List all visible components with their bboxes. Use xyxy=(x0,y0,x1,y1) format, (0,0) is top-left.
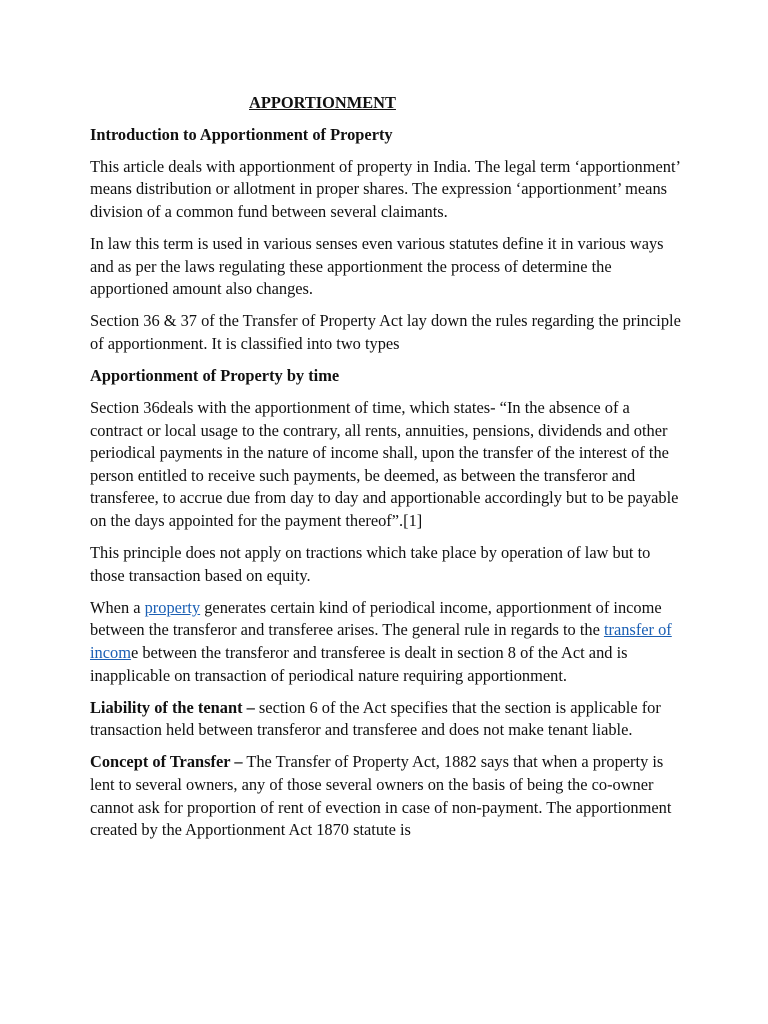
intro-heading: Introduction to Apportionment of Property xyxy=(90,124,393,144)
paragraph-section-36: Section 36deals with the apportionment of time, which states- “In the absence of a contract or local usage to the contrary, all rents, annuities, pensions, dividends and other periodical payments in the nature of income shall, upon the transfer of the interest of the person entitled to receive such payments, be deemed, as between the transferor and transferee, to accrue due from day to day and apportionable accordingly but to be payable on the days appointed for the payment thereof”.[1] xyxy=(90,398,679,530)
time-heading: Apportionment of Property by time xyxy=(90,365,340,385)
document-title: APPORTIONMENT xyxy=(249,93,396,112)
paragraph-periodical-income xyxy=(90,597,685,687)
transfer-of-income-link[interactable]: transfer of incom xyxy=(90,620,672,662)
document-page xyxy=(90,92,685,851)
paragraph-definition: This article deals with apportionment of property in India. The legal term ‘apportionment’ means distribution or allotment in proper shares. The expression ‘apportionment’ means division of a common fund between several claimants. xyxy=(90,156,680,221)
paragraph-concept-of-transfer xyxy=(90,751,685,841)
text-segment: The Transfer of Property Act, 1882 says that when a property is lent to several owners, any of those several owners on the basis of being the co-owner cannot ask for proportion of rent of evection in case of non-payment. The apportionment created by the Apportionment Act 1870 statute is xyxy=(90,752,672,840)
concept-of-transfer-lead: Concept of Transfer – xyxy=(90,752,243,772)
text-segment: e between the transferor and transferee is dealt in section 8 of the Act and is inapplicable on transaction of periodical nature requiring apportionment. xyxy=(90,642,628,685)
text-segment: section 6 of the Act specifies that the section is applicable for transaction held between transferor and transferee and does not make tenant liable. xyxy=(90,697,661,740)
tenant-liability-lead: Liability of the tenant – xyxy=(90,697,255,717)
paragraph-tenant-liability xyxy=(90,697,685,742)
paragraph-sections: Section 36 & 37 of the Transfer of Property Act lay down the rules regarding the principle of apportionment. It is classified into two types xyxy=(90,311,681,353)
text-segment: generates certain kind of periodical income, apportionment of income between the transferor and transferee arises. The general rule in regards to the xyxy=(90,597,662,640)
paragraph-equity: This principle does not apply on tractions which take place by operation of law but to those transaction based on equity. xyxy=(90,543,651,585)
text-segment: When a xyxy=(90,597,145,617)
paragraph-law-usage: In law this term is used in various senses even various statutes define it in various ways and as per the laws regulating these apportionment the process of determine the apportioned amount also changes. xyxy=(90,233,664,299)
property-link[interactable]: property xyxy=(144,597,201,617)
